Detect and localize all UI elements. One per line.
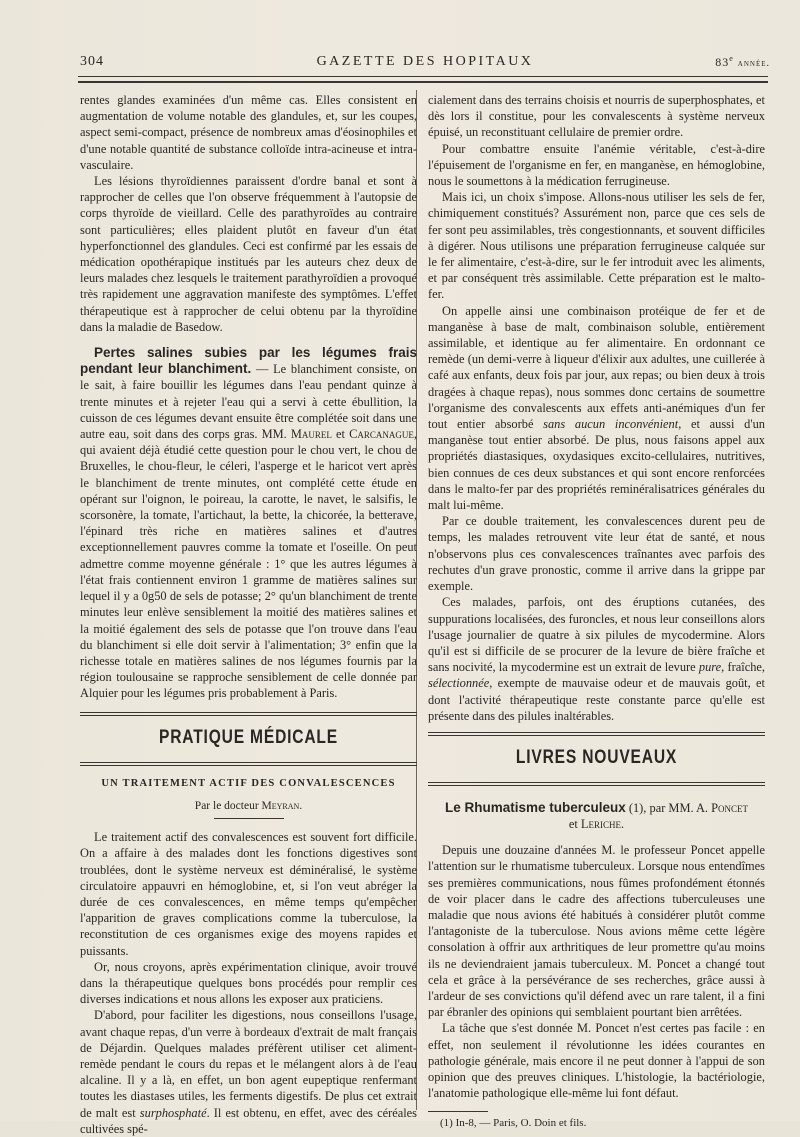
text: Par le docteur <box>194 799 262 812</box>
paragraph: Mais ici, un choix s'impose. Allons-nous utiliser les sels de fer, chimiquement constitués? Assurément non, parce que ces sels de fer sont peu assimilables, très congestionnants, et souvent difficiles à digérer. Nous utilisons une préparation ferrugineuse calquée sur le fer alimentaire, c'est-à-dire, sur le fer introduit avec les aliments, et par conséquent très assimilable. Cette préparation est le malto-fer. <box>428 190 765 302</box>
book-review-title <box>428 800 765 832</box>
journal-title: GAZETTE DES HOPITAUX <box>316 54 534 69</box>
right-column <box>428 92 765 1130</box>
year-word: année. <box>737 58 770 69</box>
header-rule <box>78 76 768 83</box>
section-heading: LIVRES NOUVEAUX <box>515 746 678 768</box>
section-rule <box>80 712 417 716</box>
paragraph: cialement dans des terrains choisis et nourris de superphosphates, et dès lors il constitue, pour les convalescents à système nerveux épuisé, un reconstituant cellulaire de premier ordre. <box>428 93 765 140</box>
text: , et aussi d'un manganèse tout entier absorbé. De plus, nous faisons appel aux propriétés diastasiques, oxydasiques excito-cellulaires, nutritives, bien connues de ces deux substances et qui sont encore renforcées dans le malto-fer par des propriétés reminéralisatrices générales du malt lui-même. <box>428 417 765 513</box>
byline-rule <box>214 818 284 819</box>
emphasis: pure <box>698 660 722 675</box>
text: , exempte de mauvaise odeur et de mauvais goût, et dont l'activité thérapeutique reste constante parce qu'elle est présente dans des pilules inaltérables. <box>428 676 765 723</box>
text: , qui avaient déjà étudié cette question pour le chou vert, le chou de Bruxelles, le chou-fleur, le céleri, l'asperge et le haricot vert après le blanchiment de trente minutes, ont complété cette étude en opérant sur l'oignon, le poireau, la carotte, le navet, le salsifis, le scorsonère, la tomate, l'artichaut, la bette, la chicorée, la betterave, l'épinard très riche en matières salines et d'autres exceptionnellement pauvres comme la tomate et l'oseille. On peut admettre comme moyenne générale : 1° que les autres légumes à l'état frais contiennent environ 1 gramme de matières salines sur lequel il y a 0g50 de sels de potasse; 2° qu'un blanchiment de trente minutes leur enlève sensiblement la moitié des matières salines et la moitié également des sels de potasse que l'on trouve dans l'eau du blanchiment si elle doit servir à l'alimentation; 3° enfin que la richesse totale en matières salines de nos légumes fournis par la région toulousaine se rapproche sensiblement de celle donnée par Alquier pour les légumes pris probablement à Paris. <box>80 427 417 701</box>
paragraph <box>80 1007 417 1137</box>
emphasis: sélectionnée <box>428 676 490 691</box>
author-name: Leriche <box>580 817 621 832</box>
book-title: Le Rhumatisme tuberculeux <box>444 800 626 816</box>
footnote-rule <box>428 1111 488 1112</box>
paragraph: rentes glandes examinées d'un même cas. Elles consistent en augmentation de volume notable des glandules, et, sur les coupes, aspect semi-compact, présence de nombreux amas d'éosinophiles et d'une notable quantité de substance colloïde intra-acineuse et intra-vasculaire. <box>80 93 417 172</box>
paragraph <box>428 303 765 514</box>
paragraph: Le traitement actif des convalescences est souvent fort difficile. On a affaire à des malades dont les fonctions digestives sont troublées, dont le système nerveux est déminéralisé, le système circulatoire appauvri en hémoglobine, et, si l'on veut abréger la durée de ces convalescences, en même temps qu'empêcher l'apparition de graves complications comme la tuberculose, la reconstitution de ces organismes exige des moyens rapides et puissants. <box>80 830 417 958</box>
text: , fraîche, <box>721 660 765 675</box>
section-heading: PRATIQUE MÉDICALE <box>159 726 338 748</box>
subheading: Pertes salines subies par les légumes frais pendant leur blanchiment. <box>80 345 417 377</box>
paragraph: Or, nous croyons, après expérimentation clinique, avoir trouvé dans la thérapeutique quelques bons procédés pour remplir ces diverses indications et nous allons les exposer aux praticiens. <box>80 959 417 1007</box>
text: On appelle ainsi une combinaison protéique de fer et de manganèse à base de malt, combinaison soluble, entièrement assimilable, et identique au fer alimentaire. En ordonnant ce remède (un demi-verre à liqueur d'élixir aux adultes, une cuillerée à café aux enfants, deux fois par jour, aux repas; ou bien deux à trois dragées à chaque repas), nous sommes donc certains de soumettre l'organisme des convalescents aux effets anti-anémiques d'un fer tout entier absorbé <box>428 303 765 432</box>
emphasis: sans aucun inconvénient <box>543 417 679 432</box>
left-column <box>80 92 417 1137</box>
article-title: UN TRAITEMENT ACTIF DES CONVALESCENCES <box>101 777 396 789</box>
section-rule <box>428 782 765 786</box>
text: . Il est obtenu, en effet, avec des céréales cultivées spé- <box>80 1105 417 1136</box>
author-name: Meyran <box>261 799 300 812</box>
text: . <box>299 799 303 812</box>
text: D'abord, pour faciliter les digestions, nous conseillons l'usage, avant chaque repas, d'un verre à bordeaux d'extrait de malt français de Déjardin. Quelques malades préfèrent utiliser cet aliment-remède pendant le cours du repas et le mélangent alors à de l'eau alcaline. Il y a là, en effet, un bon agent eupeptique renfermant toutes les diastases utiles, les ferments digestifs. De plus cet extrait de malt est <box>80 1008 417 1120</box>
text: (1), par MM. A. <box>625 801 712 816</box>
text: . <box>621 817 625 832</box>
page-header <box>80 54 770 74</box>
section-rule <box>428 732 765 736</box>
page-number: 304 <box>80 54 104 69</box>
emphasis: surphosphaté <box>139 1105 207 1120</box>
author-name: Carcanague <box>349 427 414 442</box>
author-name: Poncet <box>711 801 749 816</box>
paragraph: Les lésions thyroïdiennes paraissent d'ordre banal et sont à rapprocher de celles que l'on observe fréquemment à l'autopsie de corps thyroïde de vieillard. Celle des parathyroïdes au contraire sont particulières; elles plaident plutôt en faveur d'un état hyperfonctionnel des glandules. Ceci est confirmé par les essais de médication opothérapique institués par les auteurs chez deux de leurs malades chez lesquels le traitement parathyroïdien a provoqué très rapidement une aggravation manifeste des symptômes. L'effet thérapeutique est à rapprocher de celui obtenu par la thyroïdine dans la maladie de Basedow. <box>80 174 417 334</box>
year-label <box>715 54 770 70</box>
paragraph <box>428 594 765 724</box>
text: et <box>331 427 350 442</box>
paragraph: La tâche que s'est donnée M. Poncet n'est certes pas facile : en effet, non seulement il révolutionne les idées courantes en pathologie générale, mais encore il ne peut donner à l'appui de son opinion que des preuves cliniques. L'histologie, la bactériologie, l'anatomie pathologique elle-même lui font défaut. <box>428 1021 765 1101</box>
text: et <box>568 817 581 832</box>
section-rule <box>80 762 417 766</box>
year-number: 83 <box>715 55 730 69</box>
text: — Le blanchiment consiste, on le sait, à faire bouillir les légumes dans l'eau pendant quinze à trente minutes et à rejeter l'eau qui a servi à cette ébullition, la cuisson de ces légumes devant ensuite être complétée soit dans une autre eau, soit dans des corps gras. MM. <box>80 362 417 442</box>
byline <box>80 798 417 814</box>
footnote: (1) In-8, — Paris, O. Doin et fils. <box>440 1117 587 1130</box>
author-name: Maurel <box>290 427 332 442</box>
paragraph-salines <box>80 345 417 701</box>
text: Ces malades, parfois, ont des éruptions cutanées, des suppurations localisées, des furoncles, et nous leur conseillons alors l'usage journalier de quatre à six pilules de mycodermine. Alors qu'il est si difficile de se procurer de la levure de bière fraîche et sans nocivité, la mycodermine est un extrait de levure <box>428 595 765 675</box>
paragraph: Depuis une douzaine d'années M. le professeur Poncet appelle l'attention sur le rhumatisme tuberculeux. Lorsque nous entendîmes ses premières communications, nous fûmes profondément étonnés de voir placer dans le cadre des affections tuberculeuses une maladie que nous avions été habitués à considérer plutôt comme l'antagoniste de la tuberculose. Nous avions même cette légère consolation à offrir aux arthritiques de leur promettre qu'au moins ils ne deviendraient jamais tuberculeux. M. Poncet a changé tout cela et grâce à la persévérance de ses recherches, grâce aussi à l'ardeur de ses convictions qu'il défend avec un rare talent, il a fini par ébranler des opinions qui semblaient pourtant bien arrêtées. <box>428 843 765 1020</box>
paragraph: Par ce double traitement, les convalescences durent peu de temps, les malades retrouvent vite leur état de santé, et nous n'observons plus ces convalescences traînantes avec parfois des rechutes d'un grave pronostic, comme il arrive dans la grippe par exemple. <box>428 514 765 594</box>
paragraph: Pour combattre ensuite l'anémie véritable, c'est-à-dire l'épuisement de l'organisme en fer, en manganèse, en hémoglobine, nous le soumettons à la médication ferrugineuse. <box>428 141 765 189</box>
year-superscript: e <box>729 54 734 63</box>
